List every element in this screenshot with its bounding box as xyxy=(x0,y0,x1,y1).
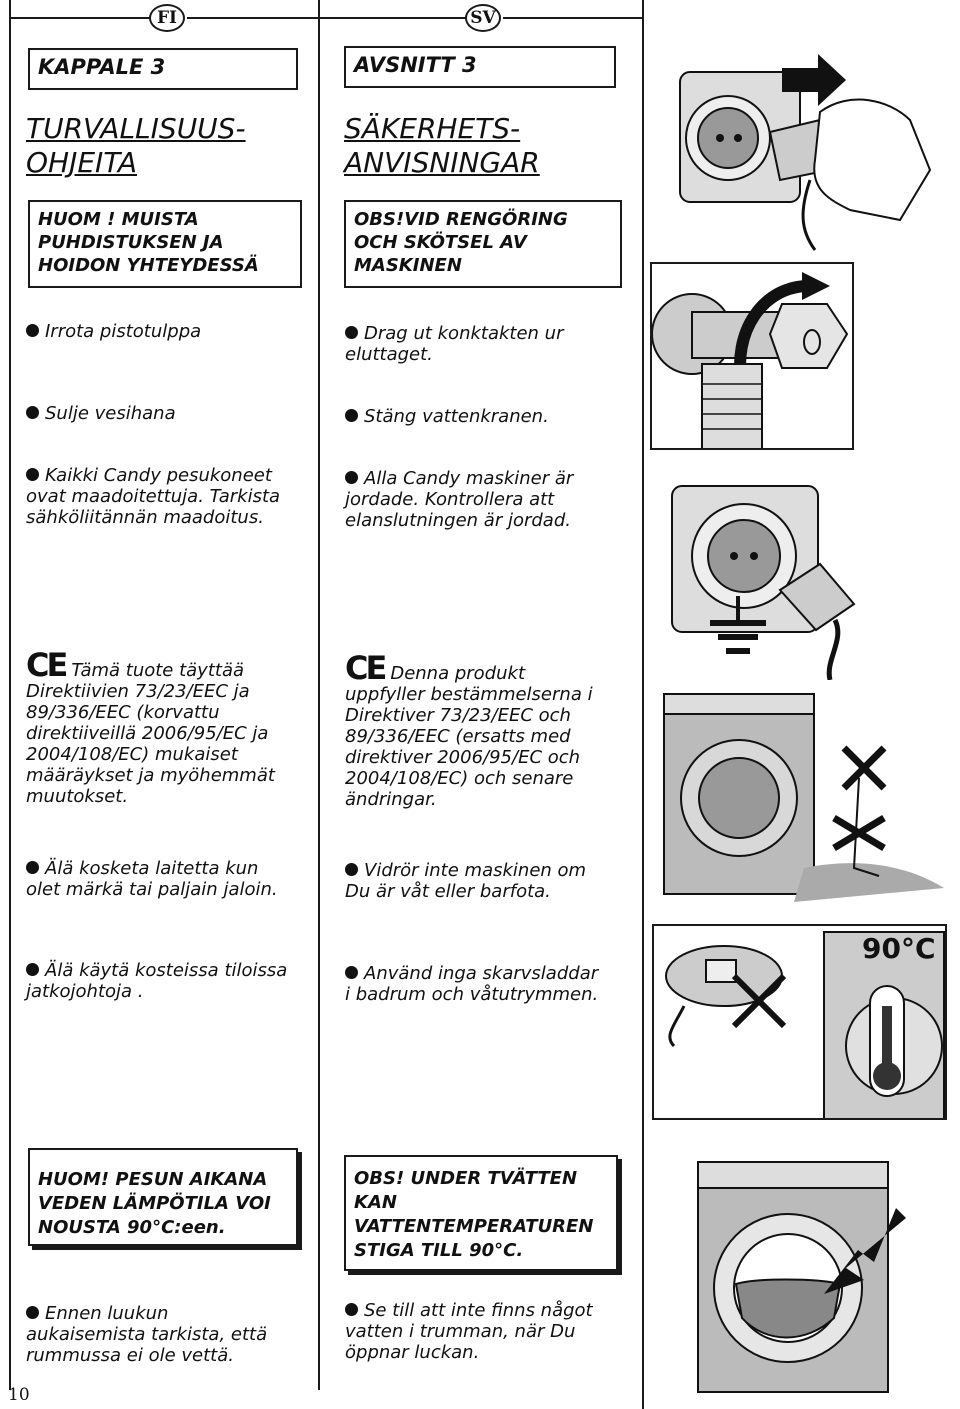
text-line: Direktiivien 73/23/EEC ja xyxy=(26,681,250,702)
water-tap-icon xyxy=(652,264,854,450)
fi-tap-text xyxy=(26,403,176,424)
sv-earth-text xyxy=(345,468,573,531)
fi-ce-text xyxy=(26,646,275,807)
text-line: direktiver 2006/95/EC och xyxy=(345,747,581,768)
fi-title-line: TURVALLISUUS- xyxy=(26,112,246,145)
fi-temp-note-line: HUOM! PESUN AIKANA xyxy=(38,1169,268,1190)
sv-extension-text xyxy=(345,963,598,1005)
text-line: uppfyller bestämmelserna i xyxy=(345,684,593,705)
text-line: ändringar. xyxy=(345,789,437,810)
text-line: muutokset. xyxy=(26,786,129,807)
text-line: direktiiveillä 2006/95/EC ja xyxy=(26,723,269,744)
sv-temp-note-line: VATTENTEMPERATUREN xyxy=(354,1216,594,1237)
lang-rule-right-2 xyxy=(503,17,642,19)
lang-rule-left xyxy=(9,17,151,19)
text-line: öppnar luckan. xyxy=(345,1342,480,1363)
page-number: 10 xyxy=(8,1385,30,1405)
sv-ce-text xyxy=(345,649,593,810)
text-line: Tämä tuote täyttää xyxy=(71,660,245,681)
text-line: 89/336/EEC (ersatts med xyxy=(345,726,571,747)
text-line: 2004/108/EC) mukaiset xyxy=(26,744,238,765)
text-line: Du är våt eller barfota. xyxy=(345,881,551,902)
fi-temp-note-line: NOUSTA 90°C:een. xyxy=(38,1217,226,1238)
tap-illustration xyxy=(650,262,854,450)
text-line: Se till att inte finns något xyxy=(364,1300,593,1321)
text-line: rummussa ei ole vettä. xyxy=(26,1345,234,1366)
ce-mark-icon: CE xyxy=(26,646,66,684)
fi-note-box xyxy=(28,200,302,288)
text-line: eluttaget. xyxy=(345,344,433,365)
bullet-icon xyxy=(345,1303,358,1316)
sv-tap-text xyxy=(345,406,549,427)
fi-note-line: HUOM ! MUISTA xyxy=(38,209,199,230)
bullet-icon xyxy=(345,863,358,876)
washing-machine-door-icon xyxy=(696,1158,908,1394)
fi-title-line: OHJEITA xyxy=(26,146,137,179)
fi-section-heading: KAPPALE 3 xyxy=(28,48,298,90)
lang-badge-sv: SV xyxy=(465,4,501,32)
text-line: sähköliitännän maadoitus. xyxy=(26,507,264,528)
text-line: Alla Candy maskiner är xyxy=(364,468,574,489)
lang-rule-right xyxy=(318,17,467,19)
text-line: Sulje vesihana xyxy=(45,403,176,424)
fi-door-text xyxy=(26,1303,267,1366)
text-line: Stäng vattenkranen. xyxy=(364,406,549,427)
sv-door-text xyxy=(345,1300,593,1363)
bullet-icon xyxy=(345,326,358,339)
unplug-illustration xyxy=(650,40,946,254)
wet-barefoot-illustration xyxy=(654,688,950,902)
sv-section-heading: AVSNITT 3 xyxy=(344,46,616,88)
text-line: elanslutningen är jordad. xyxy=(345,510,571,531)
sv-temp-note-line: KAN xyxy=(354,1192,397,1213)
sv-title xyxy=(344,112,540,180)
hand-pulling-plug-icon xyxy=(650,40,946,254)
sv-title-line: SÄKERHETS- xyxy=(344,112,521,145)
bullet-icon xyxy=(345,471,358,484)
text-line: 89/336/EEC (korvattu xyxy=(26,702,220,723)
sv-wet-text xyxy=(345,860,586,902)
sv-note-line: OBS!VID RENGÖRING xyxy=(354,209,568,230)
text-line: Använd inga skarvsladdar xyxy=(364,963,599,984)
text-line: i badrum och våtutrymmen. xyxy=(345,984,599,1005)
fi-unplug-text xyxy=(26,321,201,342)
lang-badge-fi: FI xyxy=(149,4,185,32)
text-line: jordade. Kontrollera att xyxy=(345,489,555,510)
text-line: Direktiver 73/23/EEC och xyxy=(345,705,571,726)
fi-temp-note-line: VEDEN LÄMPÖTILA VOI xyxy=(38,1193,271,1214)
bullet-icon xyxy=(26,468,39,481)
text-line: Vidrör inte maskinen om xyxy=(364,860,587,881)
text-line: vatten i trumman, när Du xyxy=(345,1321,576,1342)
fi-wet-text xyxy=(26,858,278,900)
text-line: Kaikki Candy pesukoneet xyxy=(45,465,272,486)
text-line: Drag ut konktakten ur xyxy=(364,323,564,344)
text-line: aukaisemista tarkista, että xyxy=(26,1324,268,1345)
sv-note-line: OCH SKÖTSEL AV xyxy=(354,232,527,253)
lang-rule-left-2 xyxy=(187,17,318,19)
bullet-icon xyxy=(26,963,39,976)
column-divider xyxy=(318,0,320,1390)
bullet-icon xyxy=(26,406,39,419)
fi-extension-text xyxy=(26,960,287,1002)
text-line: olet märkä tai paljain jaloin. xyxy=(26,879,278,900)
earthed-socket-icon xyxy=(650,480,950,680)
temperature-illustration xyxy=(652,924,947,1120)
bullet-icon xyxy=(26,1306,39,1319)
washing-machine-no-touch-icon xyxy=(654,688,950,902)
text-line: Älä kosketa laitetta kun xyxy=(45,858,259,879)
sv-temp-note-box xyxy=(344,1155,618,1271)
sv-temp-note-line: OBS! UNDER TVÄTTEN xyxy=(354,1168,578,1189)
text-line: Irrota pistotulppa xyxy=(45,321,202,342)
fi-note-line: PUHDISTUKSEN JA xyxy=(38,232,224,253)
text-line: Denna produkt xyxy=(390,663,526,684)
column-divider-right xyxy=(642,0,644,1409)
fi-note-line: HOIDON YHTEYDESSÄ xyxy=(38,255,259,276)
earth-illustration xyxy=(650,480,950,680)
temperature-label: 90°C xyxy=(862,932,936,965)
fi-temp-note-box xyxy=(28,1148,298,1246)
text-line: Ennen luukun xyxy=(45,1303,169,1324)
text-line: ovat maadoitettuja. Tarkista xyxy=(26,486,281,507)
fi-earth-text xyxy=(26,465,280,528)
text-line: jatkojohtoja . xyxy=(26,981,144,1002)
bullet-icon xyxy=(345,409,358,422)
left-margin-rule xyxy=(9,0,11,1390)
bullet-icon xyxy=(26,861,39,874)
text-line: määräykset ja myöhemmät xyxy=(26,765,275,786)
sv-note-line: MASKINEN xyxy=(354,255,462,276)
door-illustration xyxy=(696,1158,908,1394)
sv-temp-note-line: STIGA TILL 90°C. xyxy=(354,1240,524,1261)
sv-title-line: ANVISNINGAR xyxy=(344,146,540,179)
bullet-icon xyxy=(345,966,358,979)
text-line: Älä käytä kosteissa tiloissa xyxy=(45,960,288,981)
fi-title xyxy=(26,112,246,180)
sv-note-box xyxy=(344,200,622,288)
text-line: 2004/108/EC) och senare xyxy=(345,768,574,789)
ce-mark-icon: CE xyxy=(345,649,385,687)
bullet-icon xyxy=(26,324,39,337)
sv-unplug-text xyxy=(345,323,563,365)
